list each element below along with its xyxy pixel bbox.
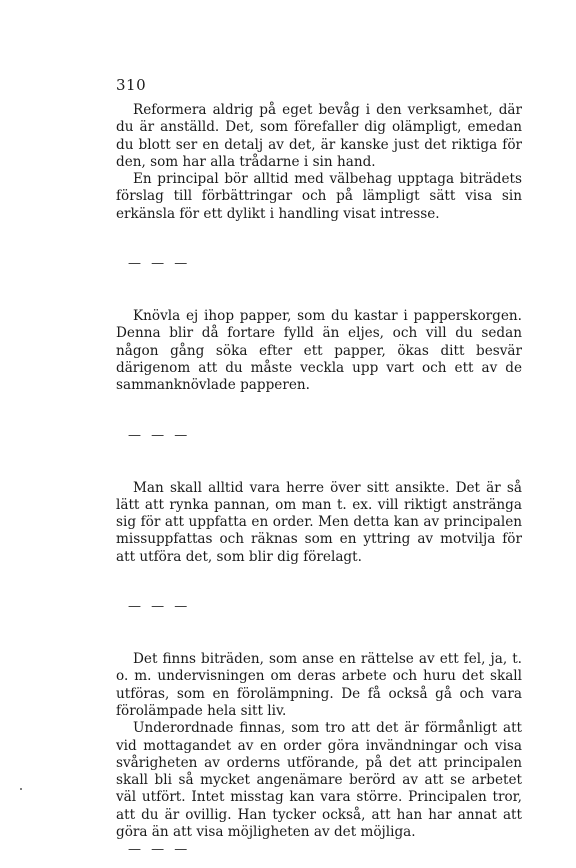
paper-speck xyxy=(20,788,22,790)
section-1 xyxy=(116,102,522,223)
section-divider: — — — xyxy=(128,599,191,615)
paragraph: En principal bör alltid med välbehag upptaga biträdets förslag till förbättringar och på lämpligt sätt visa sin erkänsla för ett dylikt i handling visat intresse. xyxy=(116,171,522,222)
section-4 xyxy=(116,651,522,841)
section-divider: — — — xyxy=(128,842,191,858)
page-number: 310 xyxy=(116,76,147,94)
section-3 xyxy=(116,480,522,566)
text-column xyxy=(116,102,522,858)
paragraph: Man skall alltid vara herre över sitt ansikte. Det är så lätt att rynka pannan, om man t. ex. vill riktigt anstränga sig för att uppfatta en order. Men detta kan av principalen missuppfattas och räknas som en yttring av motvilja för att utföra det, som blir dig förelagt. xyxy=(116,479,522,565)
paragraph: Det finns biträden, som anse en rättelse av ett fel, ja, t. o. m. undervisningen om deras arbete och huru det skall utföras, som en förolämpning. De få också gå och vara förolämpade hela sitt liv. xyxy=(116,651,522,719)
paragraph: Underordnade finnas, som tro att det är förmånligt att vid mottagandet av en order göra invändningar och visa svårigheten av orderns utförande, på det att principalen skall bli så mycket angenämare berörd av att se arbetet väl utfört. Intet misstag kan vara större. Principalen tror, att du är ovillig. Han tycker också, att han har annat att göra än att visa möjligheten av det möjliga. xyxy=(116,720,522,841)
section-divider: — — — xyxy=(128,427,191,443)
section-divider: — — — xyxy=(128,256,191,272)
paragraph: Reformera aldrig på eget bevåg i den verksamhet, där du är anställd. Det, som förefaller dig olämpligt, emedan du blott ser en detalj av det, är kanske just det riktiga för den, som har alla trådarne i sin hand. xyxy=(116,102,522,170)
section-2 xyxy=(116,308,522,394)
paragraph: Knövla ej ihop papper, som du kastar i papperskorgen. Denna blir då fortare fylld än eljes, och vill du sedan någon gång söka efter ett papper, ökas ditt besvär därigenom att du måste veckla upp vart och ett av de sammanknövlade papperen. xyxy=(116,308,522,394)
